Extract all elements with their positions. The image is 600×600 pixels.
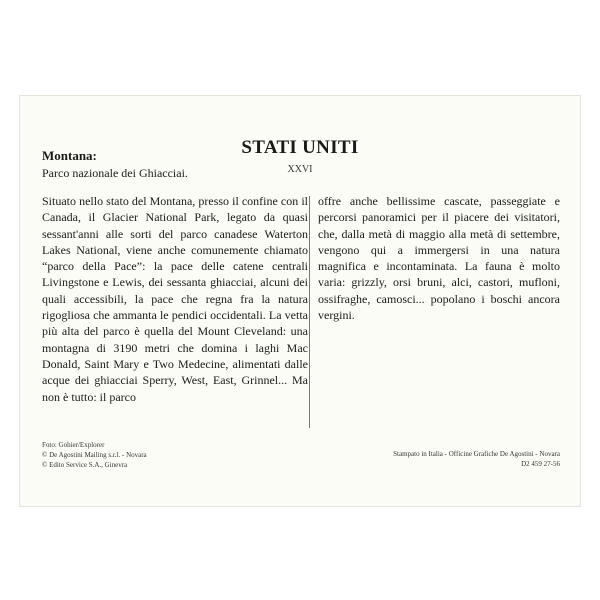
credit-line: © De Agostini Mailing s.r.l. - Novara bbox=[42, 451, 147, 459]
description-column-left: Situato nello stato del Montana, presso il confine con il Canada, il Glacier National Park, legato da quasi sessant'anni alle sorti del parco canadese Waterton Lakes National, viene anche comunemente chiamato “parco della Pace”: la pace delle catene centrali Livingstone e Lewis, dei sessanta ghiacciai, alcuni dei quali accessibili, la pace che regna fra la natura rigogliosa che ammanta le pendici occidentali. La vetta più alta del parco è quella del Mount Cleveland: una montagna di 3190 metri che domina i laghi Mac Donald, Saint Mary e Two Medecine, alimentati dalle acque dei ghiacciai Sperry, West, East, Grinnel... Ma non è tutto: il parco bbox=[42, 194, 308, 404]
postcard-back bbox=[20, 96, 580, 506]
park-subtitle: Parco nazionale dei Ghiacciai. bbox=[42, 166, 188, 180]
credit-line: Foto: Gohier/Explorer bbox=[42, 441, 105, 449]
card-number: XXVI bbox=[287, 164, 313, 175]
card-title: STATI UNITI bbox=[241, 137, 359, 158]
product-code: D2 459 27-56 bbox=[521, 460, 560, 468]
column-divider bbox=[309, 196, 310, 428]
region-heading: Montana: bbox=[42, 148, 97, 163]
credit-line: © Edito Service S.A., Ginevra bbox=[42, 461, 128, 469]
photo-credits bbox=[42, 440, 147, 470]
printer-line: Stampato in Italia - Officine Grafiche De Agostini - Novara bbox=[393, 450, 560, 458]
printer-info bbox=[393, 449, 560, 469]
description-column-right: offre anche bellissime cascate, passeggiate e percorsi panoramici per il piacere dei visitatori, che, dalla metà di maggio alla metà di settembre, vengono qui a immergersi in una natura magnifica e incontaminata. La fauna è molto varia: grizzly, orsi bruni, alci, castori, mufloni, ossifraghe, camosci... popolano i boschi ancora vergini. bbox=[318, 194, 560, 323]
